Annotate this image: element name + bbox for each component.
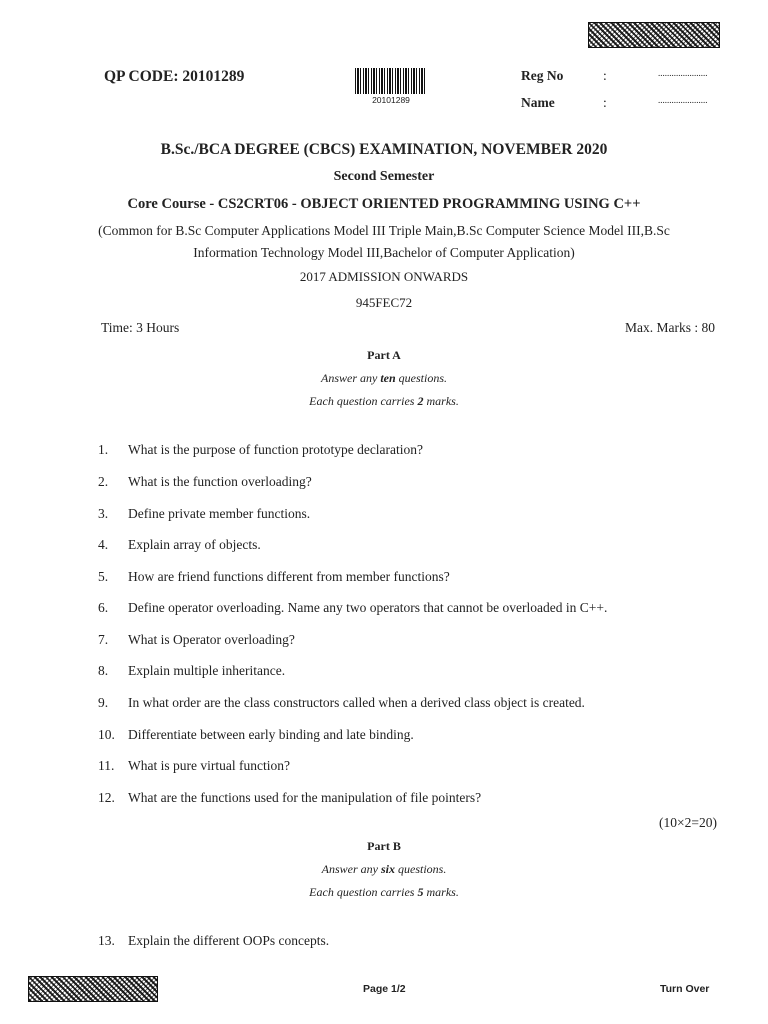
question-text: What is the function overloading? [128, 474, 312, 489]
semester-title: Second Semester [333, 169, 435, 184]
question-number: 9. [98, 695, 109, 710]
bottom-barcode-image [28, 976, 158, 1002]
name-colon: : [603, 95, 607, 110]
question-number: 12. [98, 790, 115, 805]
course-title: Core Course - CS2CRT06 - OBJECT ORIENTED PROGRAMMING USING C++ [127, 196, 641, 212]
question-text: What is Operator overloading? [128, 632, 295, 647]
question-number: 4. [98, 537, 109, 552]
time-label: Time: 3 Hours [101, 320, 180, 335]
common-line-1: (Common for B.Sc Computer Applications Model III Triple Main,B.Sc Computer Science Model III,B.Sc [98, 223, 670, 238]
qp-code: QP CODE: 20101289 [104, 68, 245, 85]
admission-line: 2017 ADMISSION ONWARDS [299, 269, 469, 284]
question-text: Differentiate between early binding and late binding. [128, 727, 414, 742]
question-number: 8. [98, 663, 109, 678]
name-field: ...................... [658, 95, 708, 105]
part-a-instruction-1: Answer any ten questions. [320, 371, 447, 385]
exam-title: B.Sc./BCA DEGREE (CBCS) EXAMINATION, NOVEMBER 2020 [160, 141, 608, 158]
page-number: Page 1/2 [363, 983, 406, 995]
turn-over-label: Turn Over [660, 983, 710, 995]
part-b-instruction-2: Each question carries 5 marks. [309, 885, 459, 899]
question-text: Explain the different OOPs concepts. [128, 933, 330, 948]
question-number: 13. [98, 933, 115, 948]
reg-no-field: ...................... [658, 68, 708, 78]
question-number: 2. [98, 474, 109, 489]
qp-barcode [355, 68, 427, 94]
question-number: 6. [98, 600, 109, 615]
common-line-2: Information Technology Model III,Bachelor of Computer Application) [193, 245, 575, 260]
question-text: Define operator overloading. Name any two operators that cannot be overloaded in C++. [128, 600, 608, 615]
question-text: What is the purpose of function prototype declaration? [128, 442, 424, 457]
barcode-number: 20101289 [372, 95, 410, 105]
top-barcode-image [588, 22, 720, 48]
question-number: 1. [98, 442, 109, 457]
reg-no-colon: : [603, 68, 607, 83]
question-text: How are friend functions different from member functions? [128, 569, 450, 584]
part-a-instruction-2: Each question carries 2 marks. [309, 394, 459, 408]
part-b-instruction-1: Answer any six questions. [321, 862, 447, 876]
part-a-heading: Part A [367, 348, 401, 362]
paper-code: 945FEC72 [355, 295, 413, 310]
question-number: 3. [98, 506, 109, 521]
question-text: In what order are the class constructors called when a derived class object is created. [128, 695, 585, 710]
question-text: What is pure virtual function? [128, 758, 290, 773]
question-number: 7. [98, 632, 109, 647]
name-label: Name [521, 95, 555, 110]
reg-no-label: Reg No [521, 68, 564, 83]
question-number: 10. [98, 727, 115, 742]
question-text: What are the functions used for the manipulation of file pointers? [128, 790, 482, 805]
part-a-marks: (10×2=20) [659, 815, 717, 830]
question-text: Explain multiple inheritance. [128, 663, 286, 678]
part-b-heading: Part B [367, 839, 401, 853]
question-number: 11. [98, 758, 115, 773]
max-marks-label: Max. Marks : 80 [625, 320, 715, 335]
question-number: 5. [98, 569, 109, 584]
question-text: Explain array of objects. [128, 537, 261, 552]
question-text: Define private member functions. [128, 506, 311, 521]
